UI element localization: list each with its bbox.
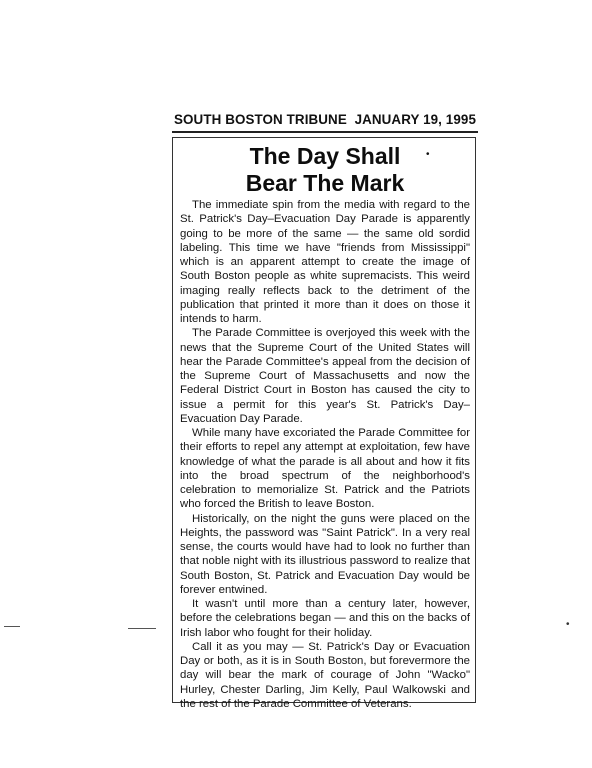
headline-line-2: Bear The Mark bbox=[245, 170, 405, 196]
scan-speck-right: • bbox=[566, 619, 570, 630]
paragraph-4: Historically, on the night the guns were placed on the Heights, the password was "Saint Patrick". In a very real sense, the courts would have had to look no further than that noble night with its illustrious password to realize that South Boston, St. Patrick and Evacuation Day would be forever entwined. bbox=[180, 512, 470, 596]
article-body bbox=[180, 198, 470, 711]
masthead bbox=[174, 112, 476, 127]
paragraph-6: Call it as you may — St. Patrick's Day or Evacuation Day or both, as it is in South Boston, but forevermore the day will bear the mark of courage of John "Wacko" Hurley, Chester Darling, Jim Kelly, Paul Walkowski and the rest of the Parade Committee of Veterans. bbox=[180, 640, 470, 710]
stray-dot-mark: • bbox=[426, 149, 430, 160]
paragraph-1: The immediate spin from the media with regard to the St. Patrick's Day–Evacuation Day Parade is apparently going to be more of the same — the same old sordid labeling. This time we have "friends from Mississippi" which is an apparent attempt to create the image of South Boston people as white supremacists. This weird imaging really reflects back to the detriment of the publication that printed it more than it does on those it intends to harm. bbox=[180, 199, 470, 325]
publication-date: JANUARY 19, 1995 bbox=[354, 112, 476, 127]
scan-margin-mark-mid bbox=[128, 628, 156, 629]
headline-line-1: The Day Shall bbox=[249, 143, 401, 169]
scan-margin-mark-left bbox=[4, 626, 20, 627]
paragraph-3: While many have excoriated the Parade Committee for their efforts to repel any attempt at exploitation, few have knowledge of what the parade is all about and how it fits into the broad spectrum of the neighborhood's celebration to memorialize St. Patrick and the Patriots who forced the British to leave Boston. bbox=[180, 427, 470, 511]
publication-name: SOUTH BOSTON TRIBUNE bbox=[174, 112, 347, 127]
paragraph-5: It wasn't until more than a century later, however, before the celebrations began — and this on the backs of Irish labor who fought for their holiday. bbox=[180, 598, 470, 639]
paragraph-2: The Parade Committee is overjoyed this week with the news that the Supreme Court of the United States will hear the Parade Committee's appeal from the decision of the Supreme Court of Massachusetts and now the Federal District Court in Boston has caused the city to issue a permit for this year's St. Patrick's Day–Evacuation Day Parade. bbox=[180, 327, 470, 425]
masthead-rule bbox=[172, 131, 478, 133]
